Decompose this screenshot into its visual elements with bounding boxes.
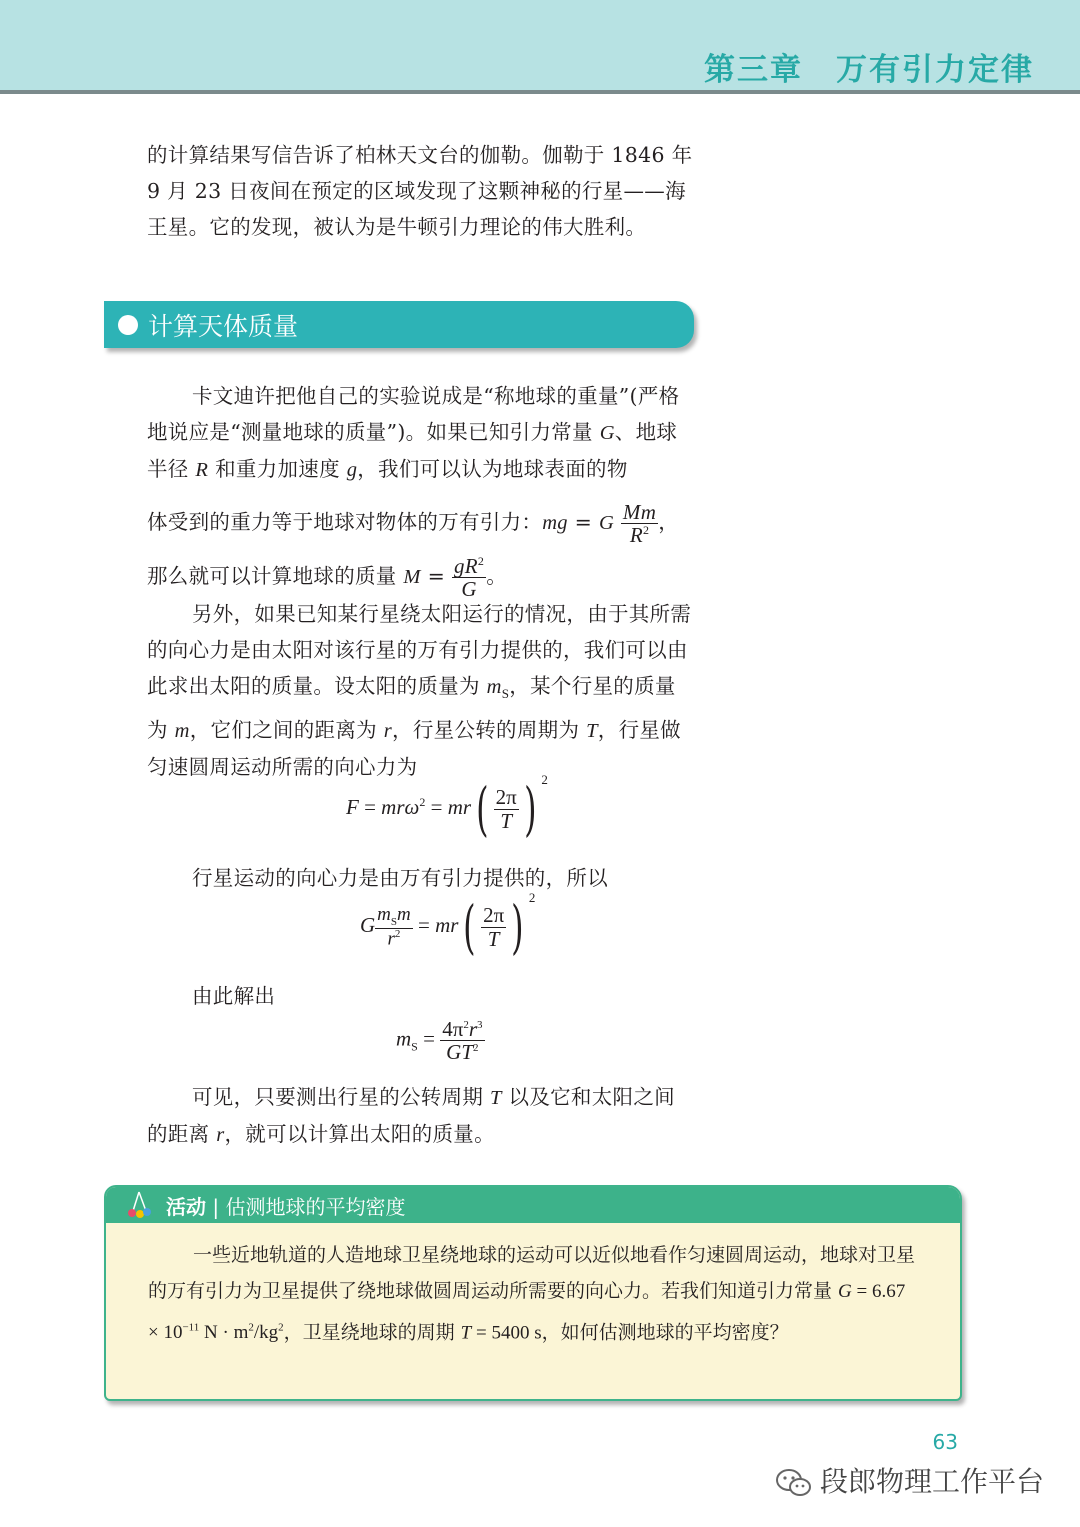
page-number: 63: [932, 1430, 958, 1454]
text-span: ，如何估测地球的平均密度？: [541, 1321, 789, 1344]
watermark: [774, 1460, 1044, 1500]
symbol-R: R: [195, 459, 209, 481]
fraction-Mm-R2: $\frac{Mm}{R^2}$: [622, 499, 657, 547]
text-span: 卡文迪许把他自己的实验说成是“称地球的重量”(严格地说应是“测量地球的质量”)。如果已知引力常量: [147, 384, 680, 444]
wechat-icon: [774, 1467, 814, 1499]
chapter-title: 第三章 万有引力定律: [704, 52, 1034, 88]
paragraph-conclusion: [147, 1079, 695, 1153]
text-span: 另外，如果已知某行星绕太阳运行的情况，由于其所需的向心力是由太阳对该行星的万有引力提供的，我们可以由此求出太阳的质量。设太阳的质量为: [147, 602, 692, 698]
text-span: ，某个行星的质量为: [147, 674, 676, 743]
text-span: ，它们之间的距离为: [189, 718, 384, 743]
text-span: 、地球半径: [147, 420, 678, 481]
intro-paragraph: [147, 137, 695, 245]
equation-gravity-balance: G $\frac{m_Sm}{r^2}$ = mr( $\frac{2\pi}{T}$ ) $^2$: [360, 889, 536, 961]
text-span: ，就可以计算出太阳的质量。: [224, 1122, 495, 1146]
fraction-gR2-G: $\frac{gR^2}{G}$: [453, 553, 485, 601]
activity-title: 估测地球的平均密度: [225, 1195, 406, 1219]
paragraph-solve: [147, 978, 695, 1014]
header-divider: [0, 90, 1080, 94]
text-span: ，行星做匀速圆周运动所需的向心力为: [147, 718, 681, 780]
text-span: 可见，只要测出行星的公转周期: [192, 1085, 491, 1109]
text-span: ，卫星绕地球的周期: [283, 1321, 461, 1344]
intro-line-1: 的计算结果写信告诉了柏林天文台的伽勒。伽勒于 1846 年: [147, 143, 693, 167]
section-title: 计算天体质量: [148, 312, 299, 341]
symbol-T: T: [586, 720, 598, 743]
eq-M: M: [403, 566, 421, 588]
text-span: 体受到的重力等于地球对物体的万有引力：: [147, 510, 543, 534]
title-separator: |: [212, 1195, 226, 1219]
text-span: ，行星公转的周期为: [392, 718, 587, 743]
section-heading: [104, 301, 694, 348]
symbol-G: G: [599, 422, 615, 444]
symbol-T: T: [460, 1322, 472, 1344]
pendulum-icon: [122, 1189, 156, 1221]
activity-label: 活动: [166, 1195, 206, 1219]
bullet-dot-icon: [118, 315, 138, 335]
symbol-ms: m: [486, 676, 502, 698]
paragraph-sun-mass: 另外，如果已知某行星绕太阳运行的情况，由于其所需的向心力是由太阳对该行星的万有引力提供的，我们可以由此求出太阳的质量。设太阳的质量为 $m_S$，某个行星的质量为 m，它们之间的距离为 r，行星公转的周期为 T，行星做匀速圆周运动所需的向心力为: [147, 602, 692, 780]
text-span: 由此解出: [192, 984, 276, 1008]
value-G: = $6.67 \times 10^{-11}$ $N \cdot m^2/kg^2$: [148, 1281, 906, 1344]
symbol-g: g: [346, 459, 358, 481]
text-span: 以及它和太阳之间的距离: [147, 1085, 675, 1146]
activity-box: [104, 1185, 962, 1401]
intro-line-3: 王星。它的发现，被认为是牛顿引力理论的伟大胜利。: [147, 215, 647, 239]
activity-title-row: [166, 1191, 405, 1220]
text-span: 和重力加速度: [208, 457, 347, 481]
symbol-G: G: [838, 1281, 852, 1302]
symbol-m: m: [174, 720, 190, 743]
text-span: 那么就可以计算地球的质量: [147, 564, 404, 588]
paragraph-gravity-provides: [147, 860, 695, 896]
intro-line-2: 9 月 23 日夜间在预定的区域发现了这颗神秘的行星——海: [147, 179, 686, 203]
activity-header: [106, 1187, 960, 1223]
eq-mg: mg: [542, 512, 568, 534]
paragraph-cavendish: [147, 378, 695, 488]
symbol-T: T: [490, 1087, 502, 1109]
page-header: [0, 0, 1080, 90]
text-span: 行星运动的向心力是由万有引力提供的，所以: [192, 866, 608, 890]
text-span: 一些近地轨道的人造地球卫星绕地球的运动可以近似地看作匀速圆周运动，地球对卫星的万有引力为卫星提供了绕地球做圆周运动所需要的向心力。若我们知道引力常量: [148, 1244, 916, 1302]
value-T: = 5400 s: [471, 1322, 542, 1344]
text-span: ，我们可以认为地球表面的物: [357, 457, 628, 481]
equation-line-mg: 体受到的重力等于地球对物体的万有引力：mg = G $\frac{Mm}{R^2}$ ，: [147, 499, 679, 547]
eq-G: G: [598, 512, 615, 534]
watermark-text: 段郎物理工作平台: [819, 1465, 1044, 1498]
equation-line-M: 那么就可以计算地球的质量 M = $\frac{gR^2}{G}$ 。: [147, 553, 507, 601]
activity-text: [148, 1237, 920, 1351]
symbol-r: r: [383, 720, 393, 743]
symbol-r: r: [216, 1124, 225, 1146]
equation-centripetal-force: F = mrω$^2$ = mr( $\frac{2\pi}{T}$ ) $^2$: [346, 771, 548, 843]
equation-sun-mass: $m_S$ = $\frac{4\pi^2r^3}{GT^2}$: [396, 1017, 483, 1065]
